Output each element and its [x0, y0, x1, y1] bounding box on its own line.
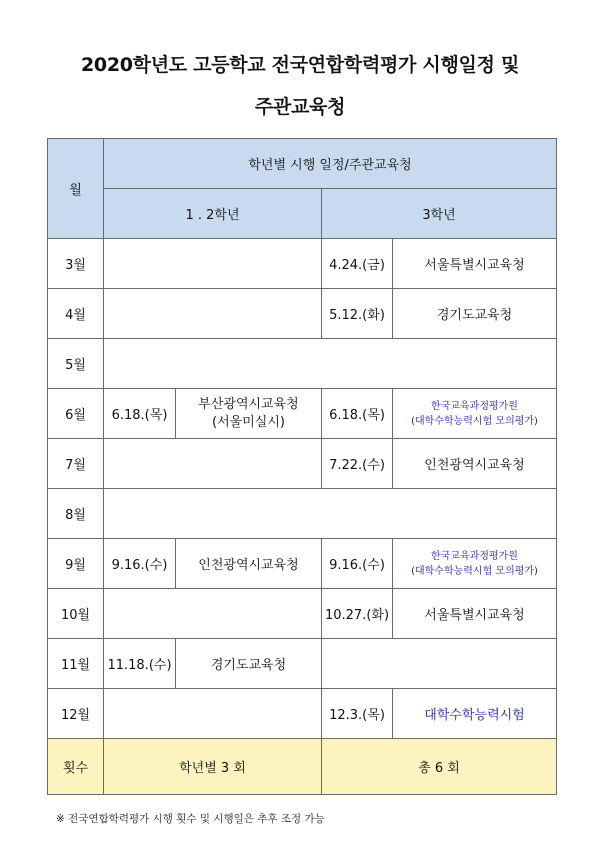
- month-cell: 3월: [48, 239, 104, 289]
- grade12-empty-cell: [104, 289, 322, 339]
- grade3-org: 경기도교육청: [393, 289, 557, 339]
- month-cell: 5월: [48, 339, 104, 389]
- table-row: [48, 489, 557, 539]
- grade3-date: 6.18.(목): [322, 389, 393, 439]
- grade3-org-line2: (대학수학능력시험 모의평가): [411, 415, 538, 427]
- grade3-date: 10.27.(화): [322, 589, 393, 639]
- month-cell: 10월: [48, 589, 104, 639]
- grade12-date: 9.16.(수): [104, 539, 176, 589]
- grade12-org: 경기도교육청: [176, 639, 322, 689]
- grade3-org: 인천광역시교육청: [393, 439, 557, 489]
- grade3-org: [393, 389, 557, 439]
- grade3-date: 4.24.(금): [322, 239, 393, 289]
- grade3-date: 12.3.(목): [322, 689, 393, 739]
- month-cell: 4월: [48, 289, 104, 339]
- empty-row-cell: [104, 339, 557, 389]
- grade3-empty-cell: [322, 639, 557, 689]
- grade3-date: 9.16.(수): [322, 539, 393, 589]
- grade3-org-line1: 한국교육과정평가원: [431, 400, 518, 412]
- grade3-date: 5.12.(화): [322, 289, 393, 339]
- table-row: [48, 289, 557, 339]
- grade12-empty-cell: [104, 589, 322, 639]
- grade12-empty-cell: [104, 239, 322, 289]
- grade12-date: 6.18.(목): [104, 389, 176, 439]
- grade12-org-line2: (서울미실시): [212, 414, 285, 430]
- grade12-count: 학년별 3 회: [104, 739, 322, 795]
- grade12-header: 1 . 2학년: [104, 189, 322, 239]
- grade3-date: 7.22.(수): [322, 439, 393, 489]
- month-cell: 7월: [48, 439, 104, 489]
- table-row: [48, 239, 557, 289]
- month-cell: 9월: [48, 539, 104, 589]
- grade12-empty-cell: [104, 439, 322, 489]
- grade3-org-line1: 한국교육과정평가원: [431, 550, 518, 562]
- month-cell: 11월: [48, 639, 104, 689]
- grade12-org-line1: 부산광역시교육청: [198, 396, 299, 412]
- grade3-org: 대학수학능력시험: [393, 689, 557, 739]
- empty-row-cell: [104, 489, 557, 539]
- table-row: [48, 539, 557, 589]
- month-cell: 6월: [48, 389, 104, 439]
- table-row: [48, 439, 557, 489]
- footnote: ※ 전국연합학력평가 시행 횟수 및 시행일은 추후 조정 가능: [56, 813, 325, 825]
- grade12-date: 11.18.(수): [104, 639, 176, 689]
- table-row: [48, 639, 557, 689]
- month-header: 월: [48, 139, 104, 239]
- table-row: [48, 389, 557, 439]
- grade3-count: 총 6 회: [322, 739, 557, 795]
- table-row: [48, 339, 557, 389]
- grade12-empty-cell: [104, 689, 322, 739]
- grade3-org: [393, 539, 557, 589]
- grade3-org: 서울특별시교육청: [393, 589, 557, 639]
- schedule-header: 학년별 시행 일정/주관교육청: [104, 139, 557, 189]
- grade12-org: 인천광역시교육청: [176, 539, 322, 589]
- page-title: 2020학년도 고등학교 전국연합학력평가 시행일정 및: [80, 54, 520, 76]
- grade12-org: [176, 389, 322, 439]
- month-cell: 12월: [48, 689, 104, 739]
- count-label: 횟수: [48, 739, 104, 795]
- grade3-org-line2: (대학수학능력시험 모의평가): [411, 565, 538, 577]
- grade3-header: 3학년: [322, 189, 557, 239]
- grade3-org: 서울특별시교육청: [393, 239, 557, 289]
- table-row: [48, 689, 557, 739]
- schedule-table: [47, 138, 557, 795]
- month-cell: 8월: [48, 489, 104, 539]
- table-row: [48, 589, 557, 639]
- page-title-line2: 주관교육청: [254, 96, 346, 118]
- count-row: [48, 739, 557, 795]
